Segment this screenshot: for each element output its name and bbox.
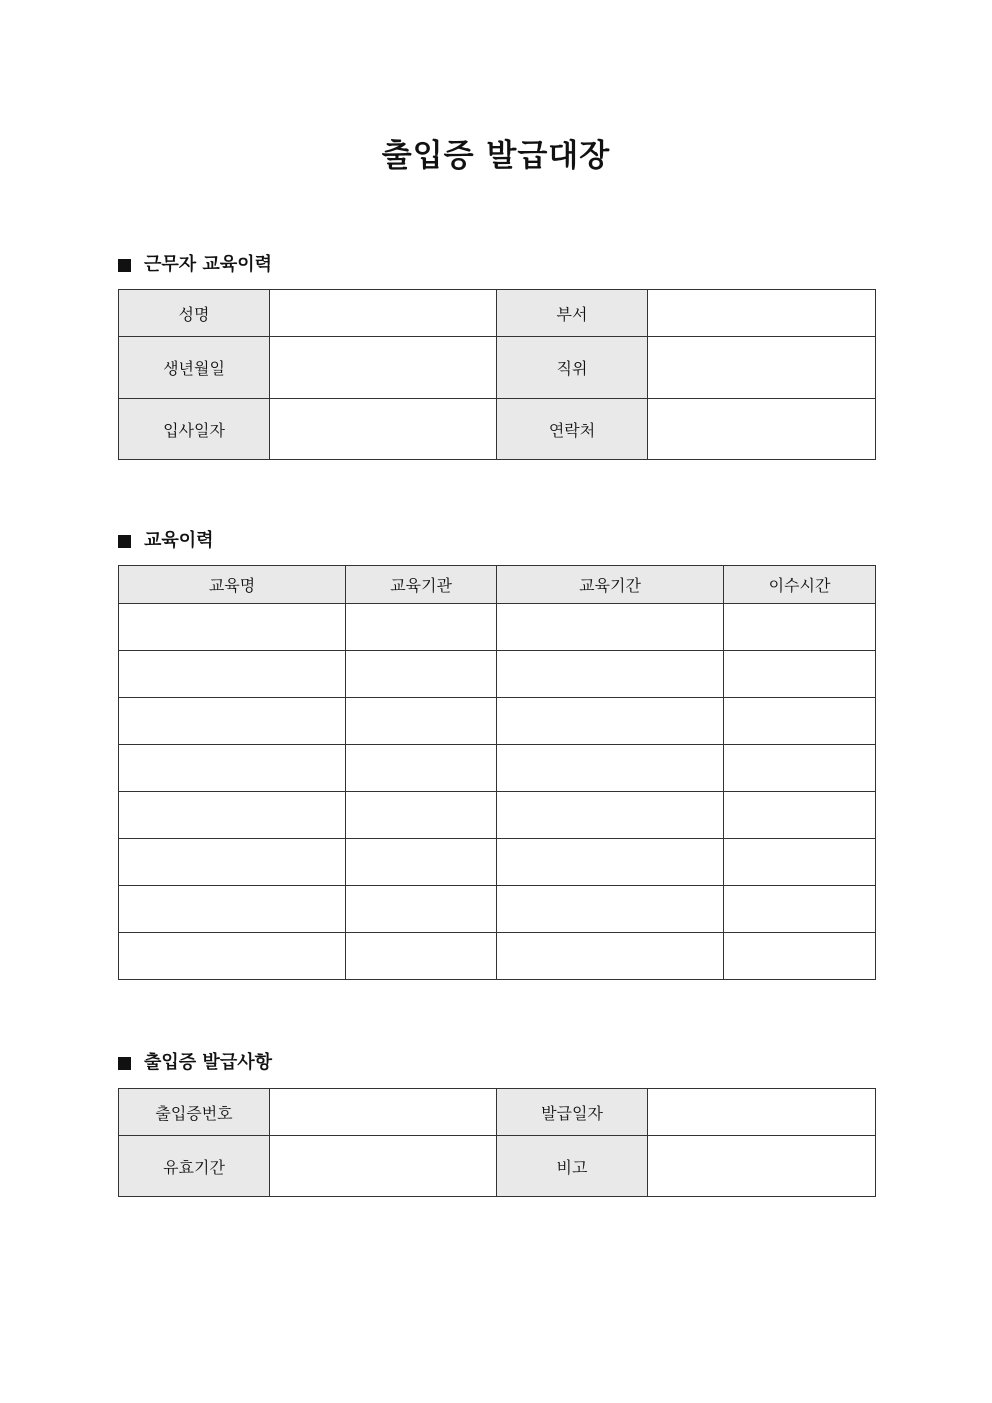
period-cell[interactable] bbox=[497, 698, 724, 745]
issue-date-field[interactable] bbox=[648, 1089, 876, 1136]
course-name-cell[interactable] bbox=[119, 933, 346, 980]
course-name-cell[interactable] bbox=[119, 651, 346, 698]
table-row bbox=[119, 745, 876, 792]
worker-info-table bbox=[118, 289, 876, 460]
name-field[interactable] bbox=[270, 290, 497, 337]
square-bullet-icon bbox=[118, 535, 131, 548]
table-row bbox=[119, 933, 876, 980]
institution-cell[interactable] bbox=[346, 839, 497, 886]
education-history-table bbox=[118, 565, 876, 980]
column-header-institution: 교육기관 bbox=[346, 566, 497, 604]
birthdate-label: 생년월일 bbox=[119, 337, 270, 399]
course-name-cell[interactable] bbox=[119, 886, 346, 933]
institution-cell[interactable] bbox=[346, 886, 497, 933]
join-date-field[interactable] bbox=[270, 399, 497, 460]
hours-cell[interactable] bbox=[724, 698, 876, 745]
institution-cell[interactable] bbox=[346, 933, 497, 980]
validity-period-label: 유효기간 bbox=[119, 1136, 270, 1197]
hours-cell[interactable] bbox=[724, 651, 876, 698]
validity-period-field[interactable] bbox=[270, 1136, 497, 1197]
institution-cell[interactable] bbox=[346, 792, 497, 839]
contact-field[interactable] bbox=[648, 399, 876, 460]
department-label: 부서 bbox=[497, 290, 648, 337]
education-section-heading bbox=[118, 529, 214, 553]
page-title: 출입증 발급대장 bbox=[381, 138, 611, 174]
institution-cell[interactable] bbox=[346, 651, 497, 698]
pass-row-validity bbox=[119, 1136, 876, 1197]
hours-cell[interactable] bbox=[724, 745, 876, 792]
worker-row-name bbox=[119, 290, 876, 337]
hours-cell[interactable] bbox=[724, 886, 876, 933]
institution-cell[interactable] bbox=[346, 604, 497, 651]
pass-row-number bbox=[119, 1089, 876, 1136]
remarks-label: 비고 bbox=[497, 1136, 648, 1197]
worker-row-join-date bbox=[119, 399, 876, 460]
column-header-period: 교육기간 bbox=[497, 566, 724, 604]
course-name-cell[interactable] bbox=[119, 792, 346, 839]
column-header-course-name: 교육명 bbox=[119, 566, 346, 604]
join-date-label: 입사일자 bbox=[119, 399, 270, 460]
table-row bbox=[119, 604, 876, 651]
square-bullet-icon bbox=[118, 1057, 131, 1070]
institution-cell[interactable] bbox=[346, 698, 497, 745]
education-header-row bbox=[119, 566, 876, 604]
pass-number-field[interactable] bbox=[270, 1089, 497, 1136]
remarks-field[interactable] bbox=[648, 1136, 876, 1197]
column-header-hours: 이수시간 bbox=[724, 566, 876, 604]
period-cell[interactable] bbox=[497, 792, 724, 839]
pass-number-label: 출입증번호 bbox=[119, 1089, 270, 1136]
hours-cell[interactable] bbox=[724, 933, 876, 980]
pass-section-title: 출입증 발급사항 bbox=[144, 1052, 272, 1073]
course-name-cell[interactable] bbox=[119, 698, 346, 745]
hours-cell[interactable] bbox=[724, 839, 876, 886]
contact-label: 연락처 bbox=[497, 399, 648, 460]
course-name-cell[interactable] bbox=[119, 604, 346, 651]
period-cell[interactable] bbox=[497, 745, 724, 792]
birthdate-field[interactable] bbox=[270, 337, 497, 399]
worker-row-birthdate bbox=[119, 337, 876, 399]
position-field[interactable] bbox=[648, 337, 876, 399]
table-row bbox=[119, 839, 876, 886]
table-row bbox=[119, 651, 876, 698]
period-cell[interactable] bbox=[497, 839, 724, 886]
pass-issuance-table bbox=[118, 1088, 876, 1197]
issue-date-label: 발급일자 bbox=[497, 1089, 648, 1136]
square-bullet-icon bbox=[118, 259, 131, 272]
period-cell[interactable] bbox=[497, 933, 724, 980]
name-label: 성명 bbox=[119, 290, 270, 337]
period-cell[interactable] bbox=[497, 604, 724, 651]
table-row bbox=[119, 698, 876, 745]
hours-cell[interactable] bbox=[724, 792, 876, 839]
course-name-cell[interactable] bbox=[119, 745, 346, 792]
position-label: 직위 bbox=[497, 337, 648, 399]
worker-section-heading bbox=[118, 253, 272, 277]
institution-cell[interactable] bbox=[346, 745, 497, 792]
hours-cell[interactable] bbox=[724, 604, 876, 651]
period-cell[interactable] bbox=[497, 651, 724, 698]
department-field[interactable] bbox=[648, 290, 876, 337]
worker-section-title: 근무자 교육이력 bbox=[144, 254, 272, 275]
period-cell[interactable] bbox=[497, 886, 724, 933]
education-section-title: 교육이력 bbox=[144, 530, 214, 551]
course-name-cell[interactable] bbox=[119, 839, 346, 886]
table-row bbox=[119, 886, 876, 933]
table-row bbox=[119, 792, 876, 839]
pass-section-heading bbox=[118, 1051, 272, 1075]
